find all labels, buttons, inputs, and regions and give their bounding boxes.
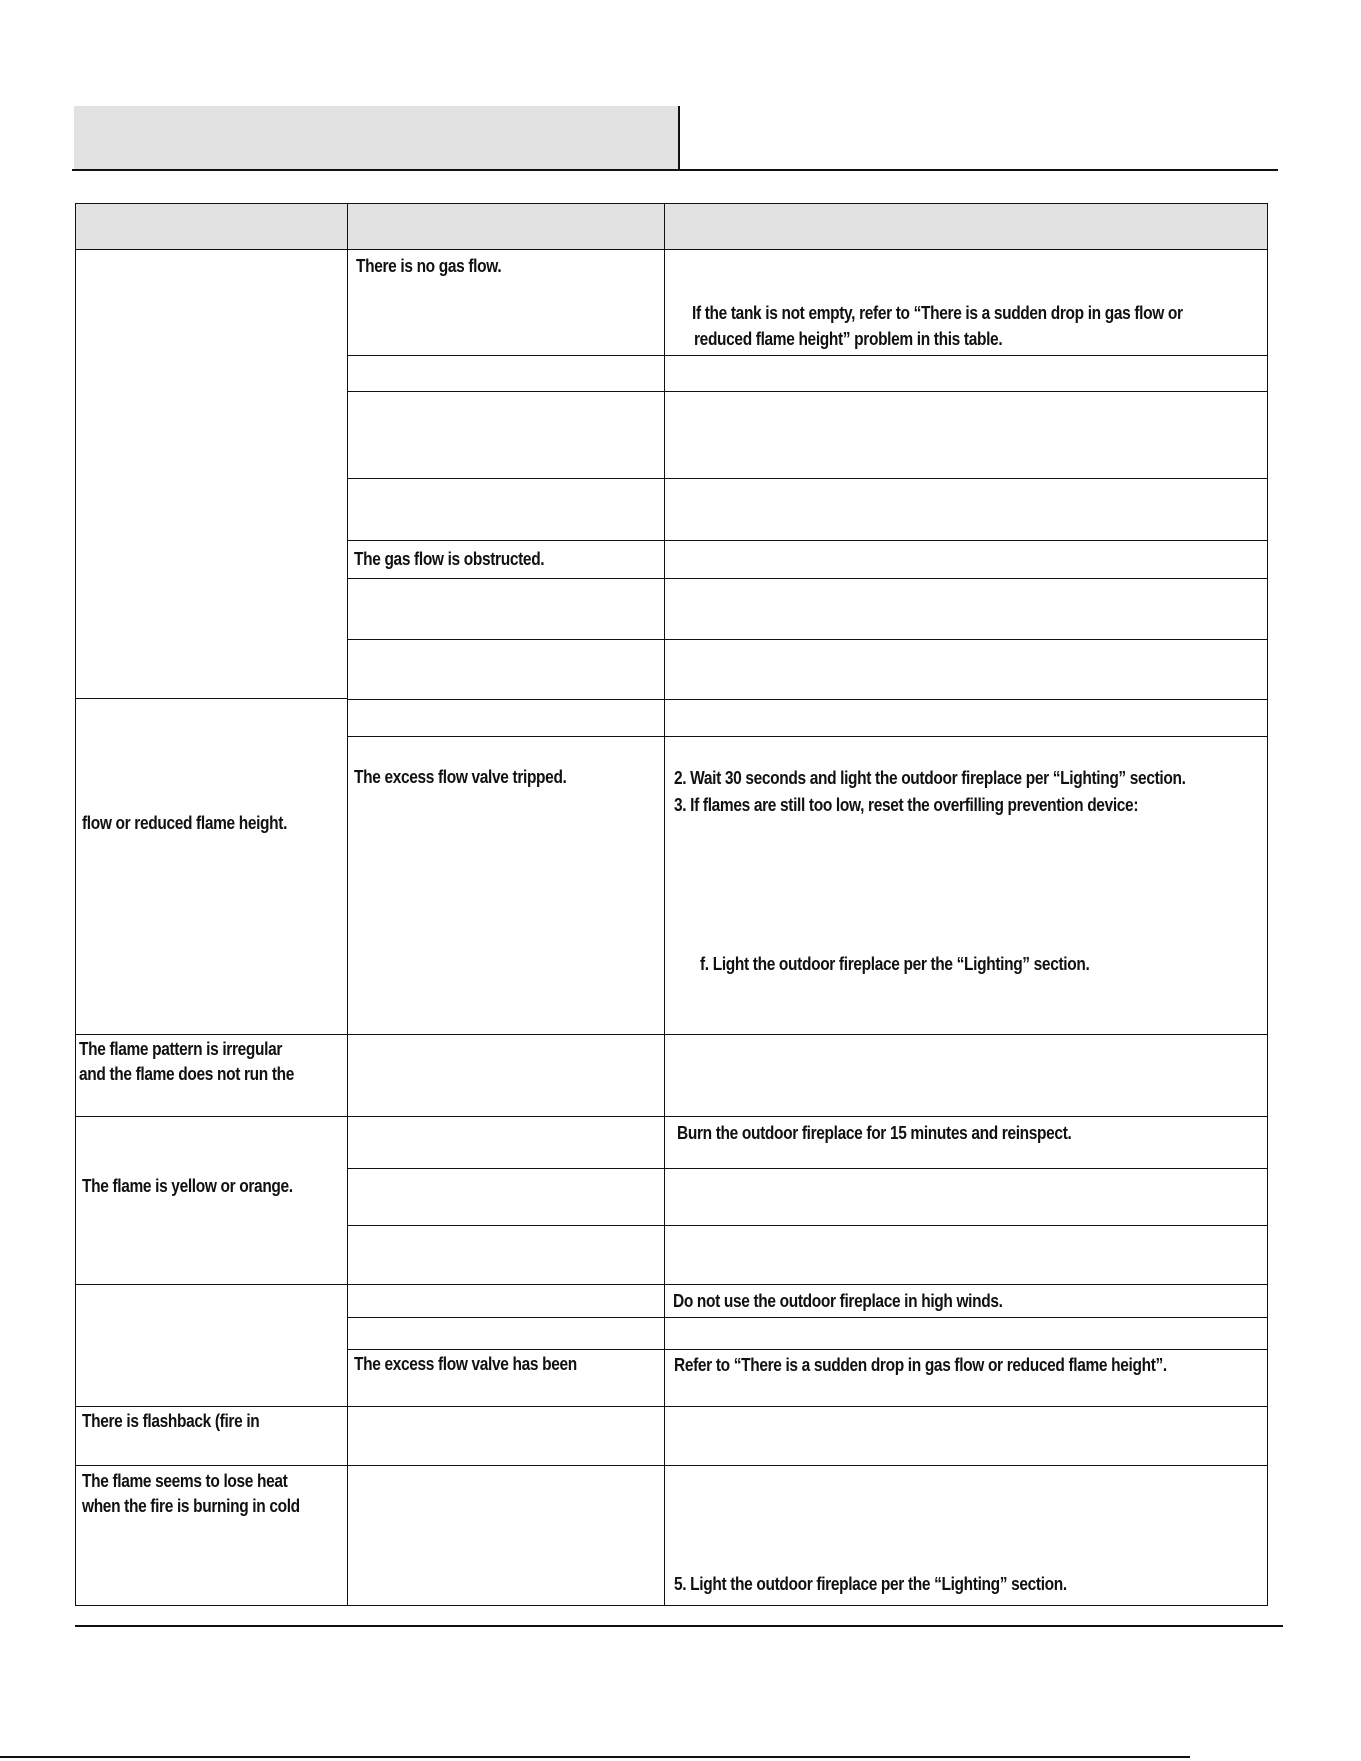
cause-cell-15 (347, 1317, 666, 1350)
action-cell-17 (664, 1406, 1268, 1466)
action-cell-7 (664, 639, 1268, 700)
column-header-action (664, 203, 1268, 250)
problem-text-7b: when the fire is burning in cold (82, 1496, 300, 1516)
header-rule (72, 169, 1278, 171)
cause-cell-8 (347, 699, 666, 737)
action-text-1a: If the tank is not empty, refer to “There is a sudden drop in gas flow or (692, 303, 1183, 323)
cause-cell-4 (347, 478, 666, 541)
cause-cell-2 (347, 355, 666, 392)
cause-cell-13 (347, 1225, 666, 1285)
cause-cell-7 (347, 639, 666, 700)
cause-cell-6 (347, 578, 666, 640)
action-cell-12 (664, 1168, 1268, 1226)
action-cell-6 (664, 578, 1268, 640)
action-text-14: Do not use the outdoor fireplace in high winds. (673, 1291, 1003, 1311)
problem-text-4: The flame is yellow or orange. (82, 1176, 293, 1196)
column-header-problem (75, 203, 349, 250)
cause-cell-12 (347, 1168, 666, 1226)
cause-cell-10 (347, 1034, 666, 1117)
action-text-16: Refer to “There is a sudden drop in gas flow or reduced flame height”. (674, 1355, 1167, 1375)
problem-cell-4 (75, 1116, 349, 1285)
problem-cell-5 (75, 1284, 349, 1407)
problem-text-3b: and the flame does not run the (79, 1064, 295, 1084)
action-cell-13 (664, 1225, 1268, 1285)
cause-cell-17 (347, 1406, 666, 1466)
cause-cell-14 (347, 1284, 666, 1318)
cause-cell-3 (347, 391, 666, 479)
action-cell-5 (664, 540, 1268, 579)
action-cell-3 (664, 391, 1268, 479)
problem-cell-2 (75, 698, 349, 1035)
action-text-18: 5. Light the outdoor fireplace per the “Lighting” section. (674, 1574, 1067, 1594)
problem-text-7a: The flame seems to lose heat (82, 1471, 288, 1491)
cause-cell-11 (347, 1116, 666, 1169)
cause-text-5: The gas flow is obstructed. (354, 549, 545, 569)
page-bottom-rule (0, 1756, 1190, 1758)
cause-text-16: The excess flow valve has been (354, 1354, 577, 1374)
problem-cell-1 (75, 249, 349, 699)
action-cell-2 (664, 355, 1268, 392)
cause-text-9: The excess flow valve tripped. (354, 767, 567, 787)
action-text-9b: 3. If flames are still too low, reset the overfilling prevention device: (674, 795, 1139, 815)
action-cell-4 (664, 478, 1268, 541)
problem-text-2: flow or reduced flame height. (82, 813, 288, 833)
footer-rule (75, 1625, 1283, 1627)
action-text-9c: f. Light the outdoor fireplace per the “Lighting” section. (700, 954, 1090, 974)
action-cell-15 (664, 1317, 1268, 1350)
problem-text-6: There is flashback (fire in (82, 1411, 260, 1431)
action-cell-10 (664, 1034, 1268, 1117)
cause-text-1: There is no gas flow. (356, 256, 502, 276)
section-header-bar (74, 106, 680, 170)
cause-cell-18 (347, 1465, 666, 1606)
problem-text-3a: The flame pattern is irregular (79, 1039, 283, 1059)
action-text-9a: 2. Wait 30 seconds and light the outdoor fireplace per “Lighting” section. (674, 768, 1186, 788)
column-header-cause (347, 203, 666, 250)
action-cell-8 (664, 699, 1268, 737)
action-text-1b: reduced flame height” problem in this table. (694, 329, 1003, 349)
action-text-11: Burn the outdoor fireplace for 15 minutes and reinspect. (677, 1123, 1072, 1143)
